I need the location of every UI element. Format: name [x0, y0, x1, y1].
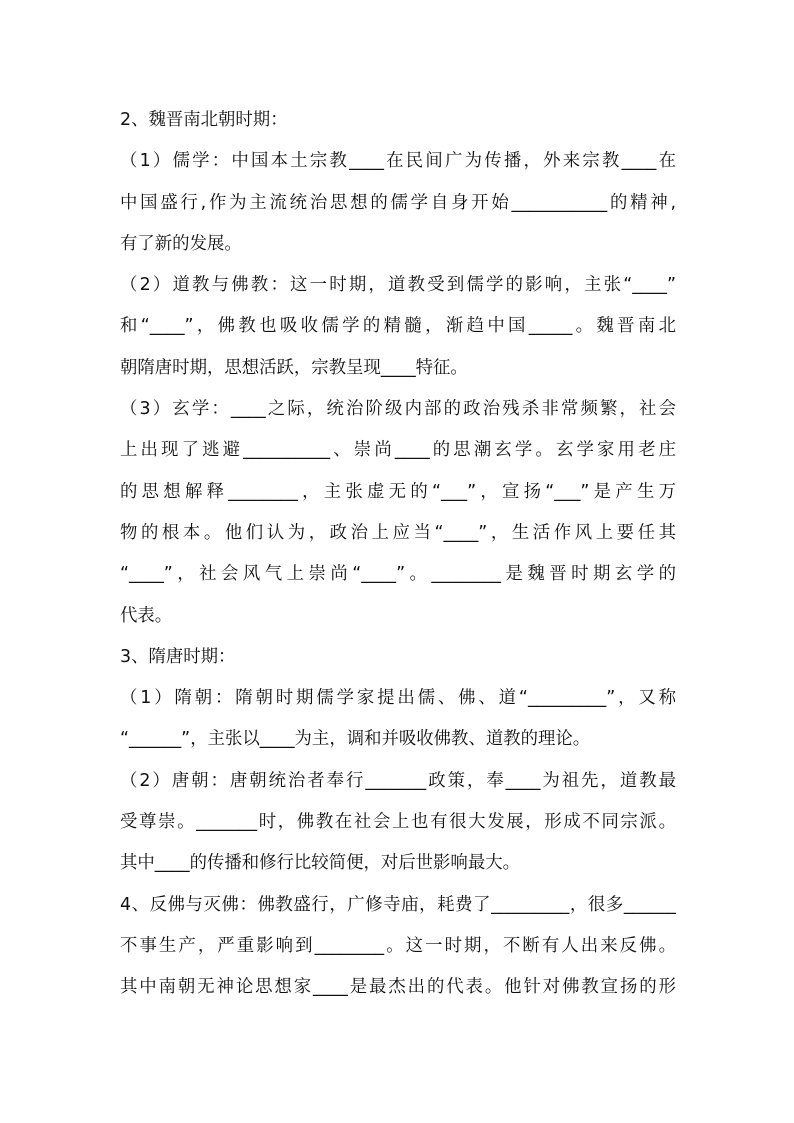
text-line: 其中____的传播和修行比较简便，对后世影响最大。 [120, 853, 520, 874]
text-line: 的思想解释________，主张虚无的“___”，宣扬“___”是产生万 [120, 481, 676, 502]
text-line: 有了新的发展。 [120, 233, 242, 254]
text-line: 上出现了逃避__________、崇尚____的思潮玄学。玄学家用老庄 [120, 440, 676, 461]
text-line: （1）儒学：中国本土宗教____在民间广为传播，外来宗教____在 [120, 151, 676, 172]
text-line: （2）唐朝：唐朝统治者奉行_______政策，奉____为祖先，道教最 [120, 770, 676, 791]
text-line: （2）道教与佛教：这一时期，道教受到儒学的影响，主张“____” [120, 275, 676, 296]
document-page [120, 100, 676, 1009]
section-heading-anti-buddhism: 4、反佛与灭佛：佛教盛行，广修寺庙，耗费了_________，很多______ [120, 894, 676, 915]
text-line: 中国盛行,作为主流统治思想的儒学自身开始___________的精神, [120, 192, 676, 213]
text-line: 代表。 [120, 605, 173, 626]
section-heading-wei-jin: 2、魏晋南北朝时期： [120, 110, 288, 130]
text-line: “______”，主张以____为主，调和并吸收佛教、道教的理论。 [120, 729, 591, 750]
text-line: （3）玄学：____之际，统治阶级内部的政治残杀非常频繁，社会 [120, 399, 676, 420]
text-line: 和“____”，佛教也吸收儒学的精髓，渐趋中国_____。魏晋南北 [120, 316, 676, 337]
text-line: 其中南朝无神论思想家____是最杰出的代表。他针对佛教宣扬的形 [120, 977, 676, 998]
section-heading-sui-tang: 3、隋唐时期： [120, 646, 236, 667]
text-line: 不事生产，严重影响到________。这一时期，不断有人出来反佛。 [120, 935, 676, 956]
text-line: “____”，社会风气上崇尚“____”。________是魏晋时期玄学的 [120, 564, 676, 585]
text-line: 物的根本。他们认为，政治上应当“____”，生活作风上要任其 [120, 522, 676, 543]
text-line: 朝隋唐时期，思想活跃，宗教呈现____特征。 [120, 357, 468, 378]
text-line: （1）隋朝：隋朝时期儒学家提出儒、佛、道“_________”，又称 [120, 688, 676, 709]
text-line: 受尊崇。_______时，佛教在社会上也有很大发展，形成不同宗派。 [120, 812, 676, 833]
